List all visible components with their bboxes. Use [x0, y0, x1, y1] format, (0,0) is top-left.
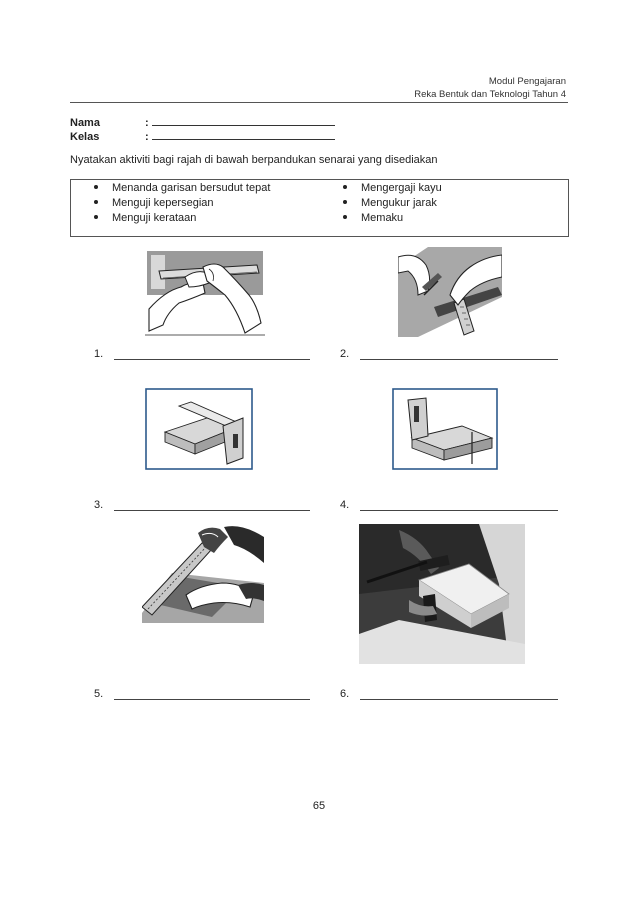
hands-ruler-marking-image — [145, 247, 265, 337]
bullet-icon — [343, 215, 347, 219]
bullet-icon — [94, 200, 98, 204]
question-number: 6. — [340, 688, 350, 700]
name-input-line[interactable] — [152, 115, 335, 126]
answer-line-5[interactable] — [114, 699, 310, 700]
header-line-2: Reka Bentuk dan Teknologi Tahun 4 — [414, 89, 566, 100]
bullet-icon — [343, 200, 347, 204]
try-square-on-wood-image — [145, 388, 253, 470]
question-number: 4. — [340, 499, 350, 511]
option-item: Memaku — [343, 212, 403, 224]
answer-line-6[interactable] — [360, 699, 558, 700]
sawing-wood-image — [142, 523, 264, 623]
page-number: 65 — [312, 800, 326, 812]
hammering-nail-image — [359, 524, 525, 664]
answer-line-1[interactable] — [114, 359, 310, 360]
class-label: Kelas — [70, 131, 100, 143]
question-number: 3. — [94, 499, 104, 511]
option-item: Mengergaji kayu — [343, 182, 442, 194]
option-item: Menanda garisan bersudut tepat — [94, 182, 270, 194]
answer-line-2[interactable] — [360, 359, 558, 360]
name-field — [70, 115, 335, 129]
answer-line-3[interactable] — [114, 510, 310, 511]
bullet-icon — [94, 185, 98, 189]
header-line-1: Modul Pengajaran — [488, 76, 566, 87]
bullet-icon — [343, 185, 347, 189]
option-item: Menguji kerataan — [94, 212, 196, 224]
header-divider — [70, 102, 568, 103]
question-number: 5. — [94, 688, 104, 700]
question-number: 1. — [94, 348, 104, 360]
bullet-icon — [94, 215, 98, 219]
class-colon: : — [145, 131, 149, 143]
name-colon: : — [145, 117, 149, 129]
class-input-line[interactable] — [152, 129, 335, 140]
module-header — [414, 75, 566, 101]
class-field — [70, 129, 335, 143]
try-square-edge-check-image — [392, 388, 498, 470]
answer-line-4[interactable] — [360, 510, 558, 511]
question-number: 2. — [340, 348, 350, 360]
option-item: Mengukur jarak — [343, 197, 437, 209]
instruction-text: Nyatakan aktiviti bagi rajah di bawah berpandukan senarai yang disediakan — [70, 154, 438, 166]
option-item: Menguji kepersegian — [94, 197, 214, 209]
name-label: Nama — [70, 117, 100, 129]
hands-square-marking-image — [398, 247, 502, 337]
